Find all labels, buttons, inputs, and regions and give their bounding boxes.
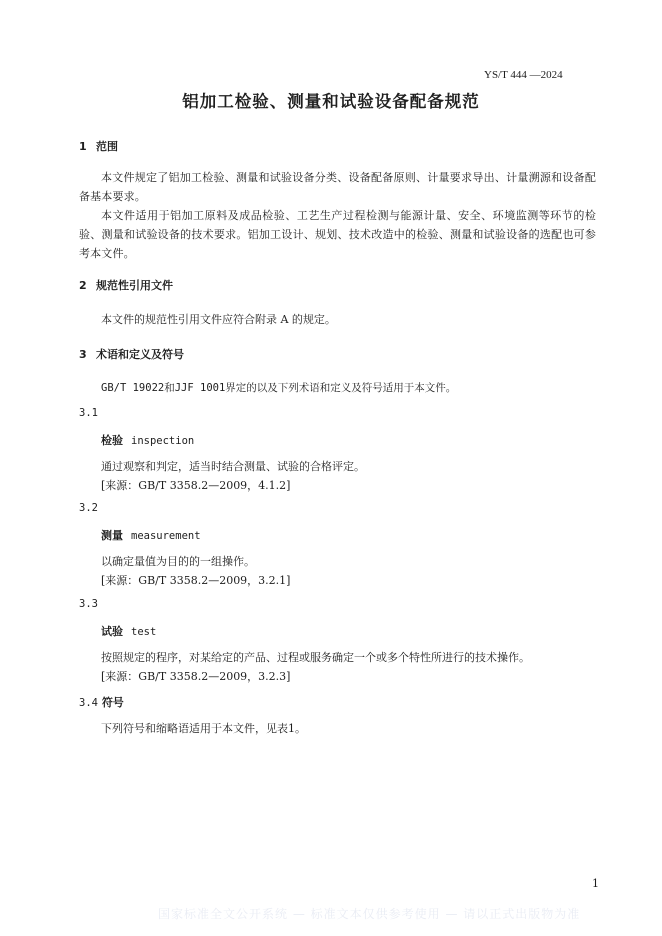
term-definition: 通过观察和判定，适当时结合测量、试验的合格评定。 [101,460,365,473]
section-1-heading [79,138,118,154]
term-definition: 按照规定的程序，对某给定的产品、过程或服务确定一个或多个特性所进行的技术操作。 [101,651,530,664]
term-zh: 检验 [101,434,123,447]
term-number: 3.2 [79,502,98,514]
standard-code: YS/T 444 —2024 [484,69,563,81]
term-en: inspection [131,435,195,447]
page-number: 1 [592,877,599,890]
document-title: 铝加工检验、测量和试验设备配备规范 [182,92,480,111]
term-title [101,432,194,448]
section-title: 术语和定义及符号 [96,348,184,361]
section-number: 1 [79,140,87,153]
term-en: test [131,626,157,638]
term-source: [来源：GB/T 3358.2—2009，4.1.2] [101,479,291,492]
term-title [101,527,201,543]
term-definition: 以确定量值为目的的一组操作。 [101,555,255,568]
term-zh: 测量 [101,529,123,542]
term-number: 3.1 [79,407,98,419]
section-title: 范围 [96,140,118,153]
section-3-heading [79,346,184,362]
footer-watermark: 国家标准全文公开系统 — 标准文本仅供参考使用 — 请以正式出版物为准 [158,907,581,921]
term-title [101,623,156,639]
scope-paragraph-1: 本文件规定了铝加工检验、测量和试验设备分类、设备配备原则、计量要求导出、计量溯源和设备配备基本要求。 [79,171,596,203]
section-title: 规范性引用文件 [96,279,173,292]
term-en: measurement [131,530,201,542]
term-source: [来源：GB/T 3358.2—2009，3.2.3] [101,670,291,683]
term-zh: 试验 [101,625,123,638]
section-number: 2 [79,279,87,292]
term-source: [来源：GB/T 3358.2—2009，3.2.1] [101,574,291,587]
normative-references-paragraph: 本文件的规范性引用文件应符合附录 A 的规定。 [101,313,336,326]
scope-paragraph-2: 本文件适用于铝加工原料及成品检验、工艺生产过程检测与能源计量、安全、环境监测等环节的检验、测量和试验设备的技术要求。铝加工设计、规划、技术改造中的检验、测量和试验设备的选配也可参考本文件。 [79,209,596,260]
term-number: 3.3 [79,598,98,610]
section-2-heading [79,277,173,293]
subsection-number: 3.4 [79,697,98,709]
terms-intro-paragraph: GB/T 19022和JJF 1001界定的以及下列术语和定义及符号适用于本文件。 [101,382,457,394]
section-number: 3 [79,348,87,361]
section-3-4-heading [79,694,124,710]
subsection-title: 符号 [101,696,124,709]
symbols-paragraph: 下列符号和缩略语适用于本文件，见表1。 [101,722,306,735]
